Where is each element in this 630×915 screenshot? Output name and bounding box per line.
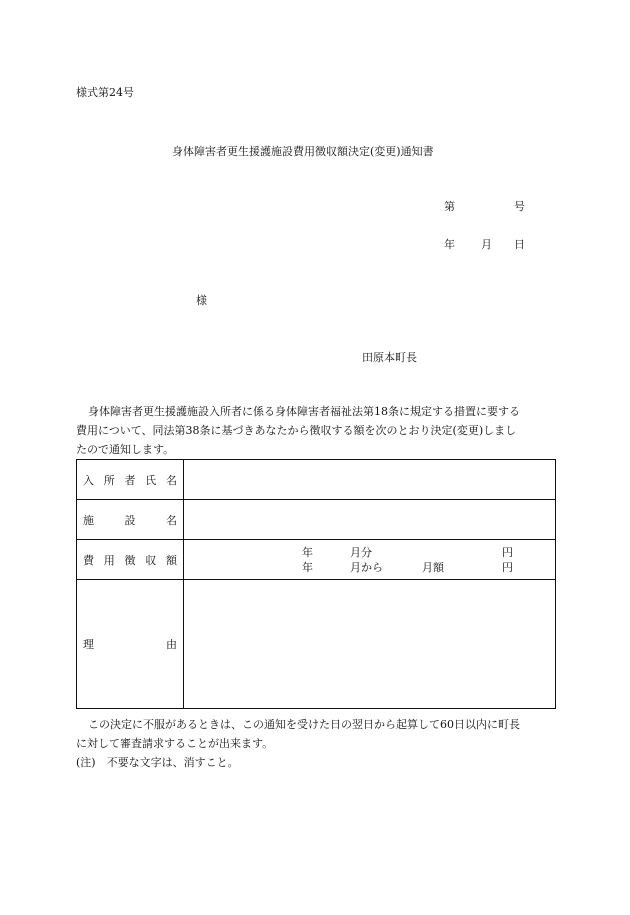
fee-monthly-label: 月額 xyxy=(422,560,444,574)
fee-month-label: 月から xyxy=(350,560,383,574)
fee-yen-label: 円 xyxy=(502,545,513,559)
issuer-name: 田原本町長 xyxy=(362,351,417,364)
label-char: 者 xyxy=(124,473,136,487)
notice-body-line-2: 費用について、同法第38条に基づきあなたから徴収する額を次のとおり決定(変更)しまし xyxy=(76,424,517,437)
label-char: 名 xyxy=(166,513,177,527)
resident-name-field[interactable] xyxy=(184,460,556,500)
document-title: 身体障害者更生援護施設費用徴収額決定(変更)通知書 xyxy=(172,145,434,158)
fee-year-label: 年 xyxy=(302,545,313,559)
reason-label xyxy=(77,580,184,709)
date-year-label: 年 xyxy=(444,238,455,251)
facility-name-label xyxy=(77,500,184,540)
fee-amount-field[interactable] xyxy=(184,540,556,580)
appeal-notice-line-2: に対して審査請求することが出来ます。 xyxy=(76,737,274,750)
label-char: 収 xyxy=(145,553,157,567)
notice-body-line-1: 身体障害者更生援護施設入所者に係る身体障害者福祉法第18条に規定する措置に要する xyxy=(88,405,520,418)
label-char: 徴 xyxy=(124,553,136,567)
fee-line-1 xyxy=(302,545,513,560)
label-char: 氏 xyxy=(145,473,157,487)
label-char: 施 xyxy=(83,513,94,527)
label-char: 由 xyxy=(166,638,177,651)
label-char: 設 xyxy=(124,513,136,527)
appeal-notice-line-1: この決定に不服があるときは、この通知を受けた日の翌日から起算して60日以内に町長 xyxy=(88,718,520,731)
fee-line-2 xyxy=(302,560,513,575)
label-char: 用 xyxy=(103,553,115,567)
reason-row xyxy=(77,580,556,709)
label-char: 入 xyxy=(83,473,94,487)
fee-yen-label: 円 xyxy=(502,560,513,574)
notice-body-line-3: たので通知します。 xyxy=(76,443,175,456)
resident-name-label xyxy=(77,460,184,500)
doc-number-suffix: 号 xyxy=(514,200,525,213)
doc-number-prefix: 第 xyxy=(444,200,455,213)
label-char: 所 xyxy=(103,473,115,487)
date-month-label: 月 xyxy=(481,238,492,251)
notice-body xyxy=(76,402,556,459)
fee-decision-table xyxy=(76,459,556,709)
fee-month-label: 月分 xyxy=(350,545,372,559)
resident-name-row xyxy=(77,460,556,500)
fee-year-label: 年 xyxy=(302,560,313,574)
reason-field[interactable] xyxy=(184,580,556,709)
label-char: 費 xyxy=(83,553,94,567)
fee-amount-row xyxy=(77,540,556,580)
label-char: 理 xyxy=(83,638,94,651)
label-char: 額 xyxy=(166,553,177,567)
addressee-suffix: 様 xyxy=(196,294,207,307)
date-day-label: 日 xyxy=(514,238,525,251)
fee-mid-label xyxy=(422,545,502,560)
facility-name-field[interactable] xyxy=(184,500,556,540)
fee-amount-label xyxy=(77,540,184,580)
facility-name-row xyxy=(77,500,556,540)
label-char: 名 xyxy=(166,473,177,487)
form-number: 様式第24号 xyxy=(76,86,134,99)
appeal-notice xyxy=(76,715,556,772)
note-text: (注) 不要な文字は、消すこと。 xyxy=(76,756,239,769)
